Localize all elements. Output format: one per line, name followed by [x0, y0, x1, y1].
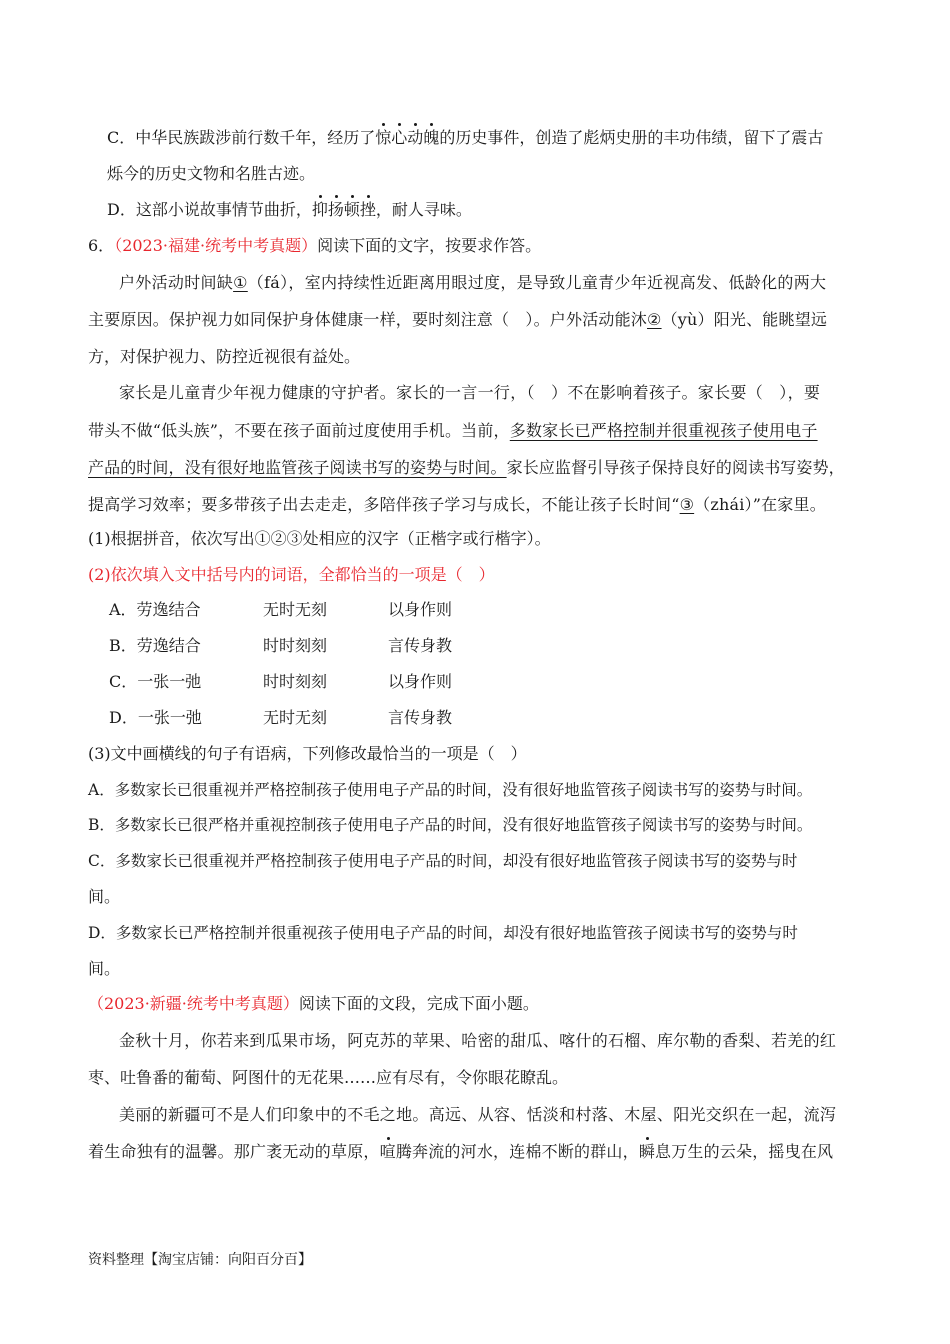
question-number: 6．	[88, 236, 115, 255]
q6-sub2-option-b-word2: 时时刻刻	[263, 636, 328, 655]
q5-d-text-a: D．这部小说故事情节曲折，	[107, 200, 312, 219]
q6-sub2-option-d[interactable]	[109, 707, 202, 729]
emphasis-char: 挫	[359, 200, 376, 219]
q7-passage-p2-line2	[88, 1141, 833, 1163]
q6-passage-p2-line3	[88, 457, 845, 479]
q5-option-c-line1	[107, 127, 823, 149]
q5-option-d	[107, 199, 472, 221]
q6-sub2-option-c-word3: 以身作则	[388, 672, 453, 691]
passage-text: （yù）阳光、能眺望远	[661, 310, 828, 329]
q6-passage-p2-line2	[88, 420, 818, 442]
q7-passage-p1-line1: 金秋十月，你若来到瓜果市场，阿克苏的苹果、哈密的甜瓜、喀什的石榴、库尔勒的香梨、若羌的红	[119, 1031, 837, 1050]
q6-sub2-option-a[interactable]	[109, 599, 201, 621]
q5-c-text-a: C．中华民族跋涉前行数千年，经历了	[107, 128, 376, 147]
blank-marker-2: ②	[647, 310, 662, 329]
q6-passage-p1-line2	[88, 309, 827, 331]
q6-passage-p2-line1: 家长是儿童青少年视力健康的守护者。家长的一言一行，（ ）不在影响着孩子。家长要（ ），要	[119, 383, 821, 402]
passage-text: 带头不做“低头族”，不要在孩子面前过度使用手机。当前，	[88, 421, 510, 440]
q6-sub2-option-d-word3: 言传身教	[388, 708, 453, 727]
passage-text: 息万生的云朵，摇曳在风	[655, 1142, 834, 1161]
passage-text: 着生命独有的温馨。那广袤无动的草原，	[88, 1142, 380, 1161]
emphasis-char: 瞬	[638, 1142, 656, 1161]
question-instruction: 阅读下面的文字，按要求作答。	[317, 236, 542, 255]
q7-header	[88, 993, 539, 1015]
q5-c-text-b: 的历史事件，创造了彪炳史册的丰功伟绩，留下了震古	[439, 128, 824, 147]
q6-sub2-option-d-word2: 无时无刻	[263, 708, 328, 727]
question-instruction: 阅读下面的文段，完成下面小题。	[298, 994, 539, 1013]
blank-marker-1: ①	[233, 273, 248, 292]
question-source: （2023·福建·统考中考真题）	[114, 236, 318, 255]
option-word-1: B．劳逸结合	[109, 636, 201, 655]
emphasis-char: 顿	[343, 200, 360, 219]
q6-sub3-option-c[interactable]: C．多数家长已很重视并严格控制孩子使用电子产品的时间，却没有很好地监管孩子阅读书写的姿势与时	[88, 852, 798, 870]
q6-subquestion-1: (1)根据拼音，依次写出①②③处相应的汉字（正楷字或行楷字）。	[88, 529, 551, 548]
emphasis-char: 动	[407, 128, 424, 147]
passage-text: 户外活动时间缺	[119, 273, 234, 292]
q6-passage-p1-line1	[119, 272, 826, 294]
emphasis-char: 喧	[379, 1142, 396, 1161]
passage-text: 主要原因。保护视力如同保护身体健康一样，要时刻注意（ ）。户外活动能沐	[88, 310, 648, 329]
q6-subquestion-3: (3)文中画横线的句子有语病，下列修改最恰当的一项是（ ）	[88, 744, 527, 763]
q6-sub2-option-a-word2: 无时无刻	[263, 600, 328, 619]
passage-text: 家长应监督引导孩子保持良好的阅读书写姿势，	[506, 458, 845, 477]
page-footer: 资料整理【淘宝店铺：向阳百分百】	[88, 1252, 312, 1268]
emphasis-char: 心	[391, 128, 408, 147]
emphasis-char: 惊	[375, 128, 392, 147]
q6-sub3-option-b[interactable]: B．多数家长已很严格并重视控制孩子使用电子产品的时间，没有很好地监管孩子阅读书写的姿势与时间。	[88, 816, 813, 834]
q6-sub3-option-d-cont: 间。	[88, 959, 121, 978]
q7-passage-p1-line2: 枣、吐鲁番的葡萄、阿图什的无花果……应有尽有，令你眼花瞭乱。	[88, 1068, 569, 1087]
question-source: （2023·新疆·统考中考真题）	[88, 994, 299, 1013]
passage-text: （fá），室内持续性近距离用眼过度，是导致儿童青少年近视高发、低龄化的两大	[247, 273, 827, 292]
emphasis-char: 抑	[311, 200, 328, 219]
q6-sub2-option-c-word2: 时时刻刻	[263, 672, 328, 691]
option-word-1: D．一张一弛	[109, 708, 202, 727]
q6-sub2-option-a-word3: 以身作则	[388, 600, 453, 619]
q6-sub2-option-b-word3: 言传身教	[388, 636, 453, 655]
q6-sub3-option-a[interactable]: A．多数家长已很重视并严格控制孩子使用电子产品的时间，没有很好地监管孩子阅读书写的姿势与时间。	[88, 781, 813, 799]
q6-sub2-option-c[interactable]	[109, 671, 201, 693]
passage-text: （zhái）”在家里。	[694, 495, 826, 514]
q6-subquestion-2: (2)依次填入文中括号内的词语，全都恰当的一项是（ ）	[88, 565, 495, 584]
emphasis-char: 扬	[327, 200, 344, 219]
q6-sub3-option-c-cont: 间。	[88, 887, 121, 906]
q7-passage-p2-line1: 美丽的新疆可不是人们印象中的不毛之地。高远、从容、恬淡和村落、木屋、阳光交织在一起，流泻	[119, 1105, 837, 1124]
q6-header	[88, 235, 541, 257]
q6-sub3-option-d[interactable]: D．多数家长已严格控制并很重视孩子使用电子产品的时间，却没有很好地监管孩子阅读书写的姿势与时	[88, 924, 798, 942]
underlined-sentence: 多数家长已严格控制并很重视孩子使用电子	[509, 421, 818, 440]
blank-marker-3: ③	[679, 495, 695, 514]
passage-text: 腾奔流的河水，连棉不断的群山，	[395, 1142, 639, 1161]
passage-text: 提高学习效率；要多带孩子出去走走，多陪伴孩子学习与成长，不能让孩子长时间“	[88, 495, 680, 514]
q5-option-c-line2: 烁今的历史文物和名胜古迹。	[107, 164, 316, 183]
q6-passage-p2-line4	[88, 494, 826, 516]
q6-passage-p1-line3: 方，对保护视力、防控近视很有益处。	[88, 347, 361, 366]
option-word-1: C．一张一弛	[109, 672, 202, 691]
q5-d-text-b: ，耐人寻味。	[375, 200, 472, 219]
q6-sub2-option-b[interactable]	[109, 635, 201, 657]
emphasis-char: 魄	[423, 128, 440, 147]
option-word-1: A．劳逸结合	[109, 600, 201, 619]
underlined-sentence: 产品的时间，没有很好地监管孩子阅读书写的姿势与时间。	[88, 458, 507, 477]
